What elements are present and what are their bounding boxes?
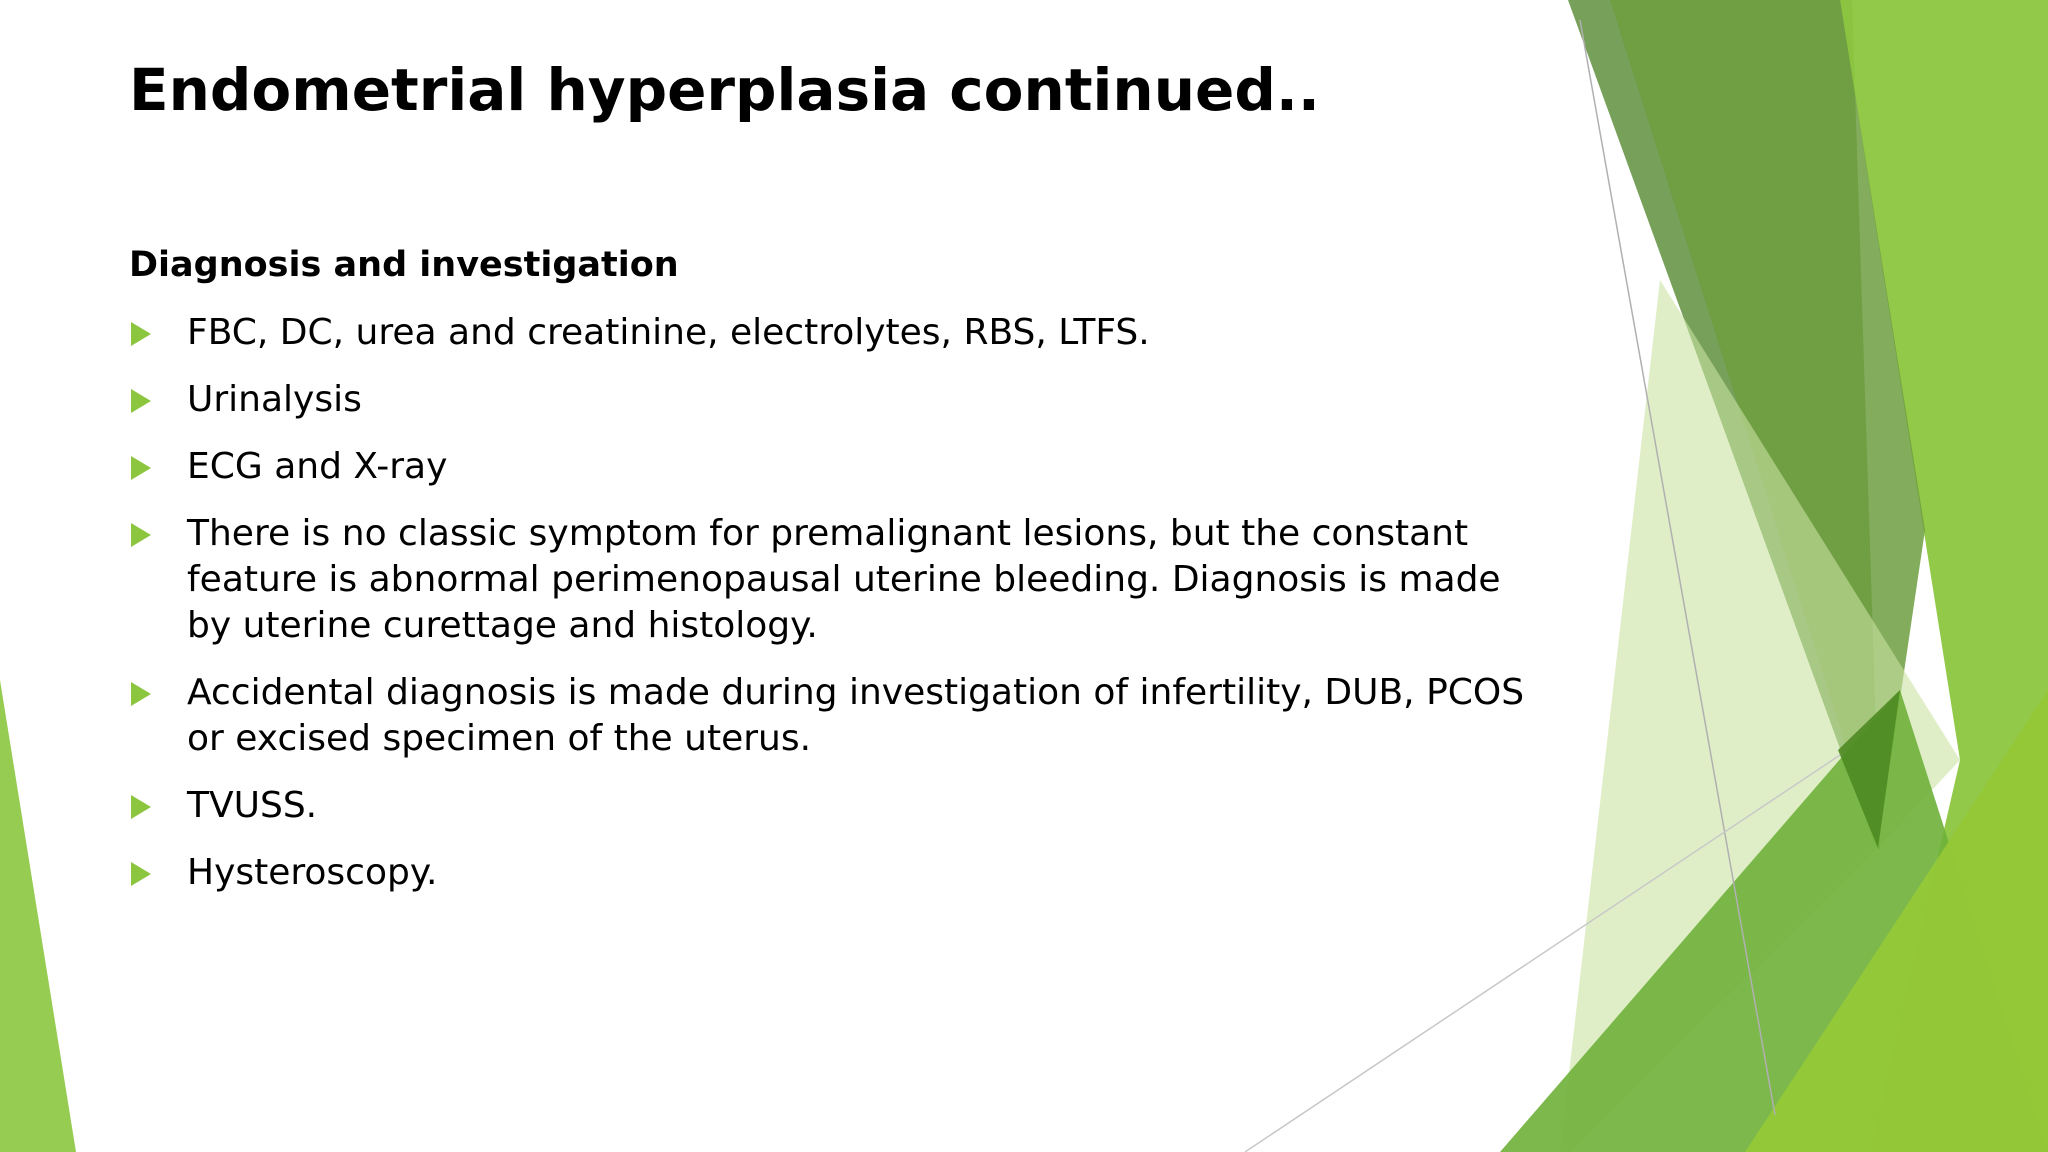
slide-content xyxy=(129,236,1529,917)
list-item xyxy=(129,310,1529,356)
bullet-text: Urinalysis xyxy=(187,379,362,420)
bullet-text: TVUSS. xyxy=(187,785,318,826)
bullet-text: Hysteroscopy. xyxy=(187,852,438,893)
triangle-bullet-icon xyxy=(131,322,151,346)
triangle-bullet-icon xyxy=(131,456,151,480)
list-item xyxy=(129,670,1529,762)
bullet-text: Accidental diagnosis is made during investigation of infertility, DUB, PCOS or excised specimen of the uterus. xyxy=(187,672,1525,759)
list-item xyxy=(129,850,1529,896)
page-title: Endometrial hyperplasia continued.. xyxy=(129,56,1320,124)
list-item xyxy=(129,444,1529,490)
bullet-text: There is no classic symptom for premalignant lesions, but the constant feature is abnormal perimenopausal uterine bleeding. Diagnosis is made by uterine curettage and histology. xyxy=(187,513,1501,646)
bullet-list xyxy=(129,310,1529,896)
triangle-bullet-icon xyxy=(131,389,151,413)
bullet-text: FBC, DC, urea and creatinine, electrolytes, RBS, LTFS. xyxy=(187,312,1150,353)
bullet-text: ECG and X-ray xyxy=(187,446,448,487)
triangle-bullet-icon xyxy=(131,795,151,819)
triangle-bullet-icon xyxy=(131,862,151,886)
section-subheading: Diagnosis and investigation xyxy=(129,245,679,285)
list-item xyxy=(129,511,1529,649)
triangle-bullet-icon xyxy=(131,523,151,547)
triangle-bullet-icon xyxy=(131,682,151,706)
list-item xyxy=(129,783,1529,829)
left-green-wedge xyxy=(0,680,76,1152)
list-item xyxy=(129,377,1529,423)
